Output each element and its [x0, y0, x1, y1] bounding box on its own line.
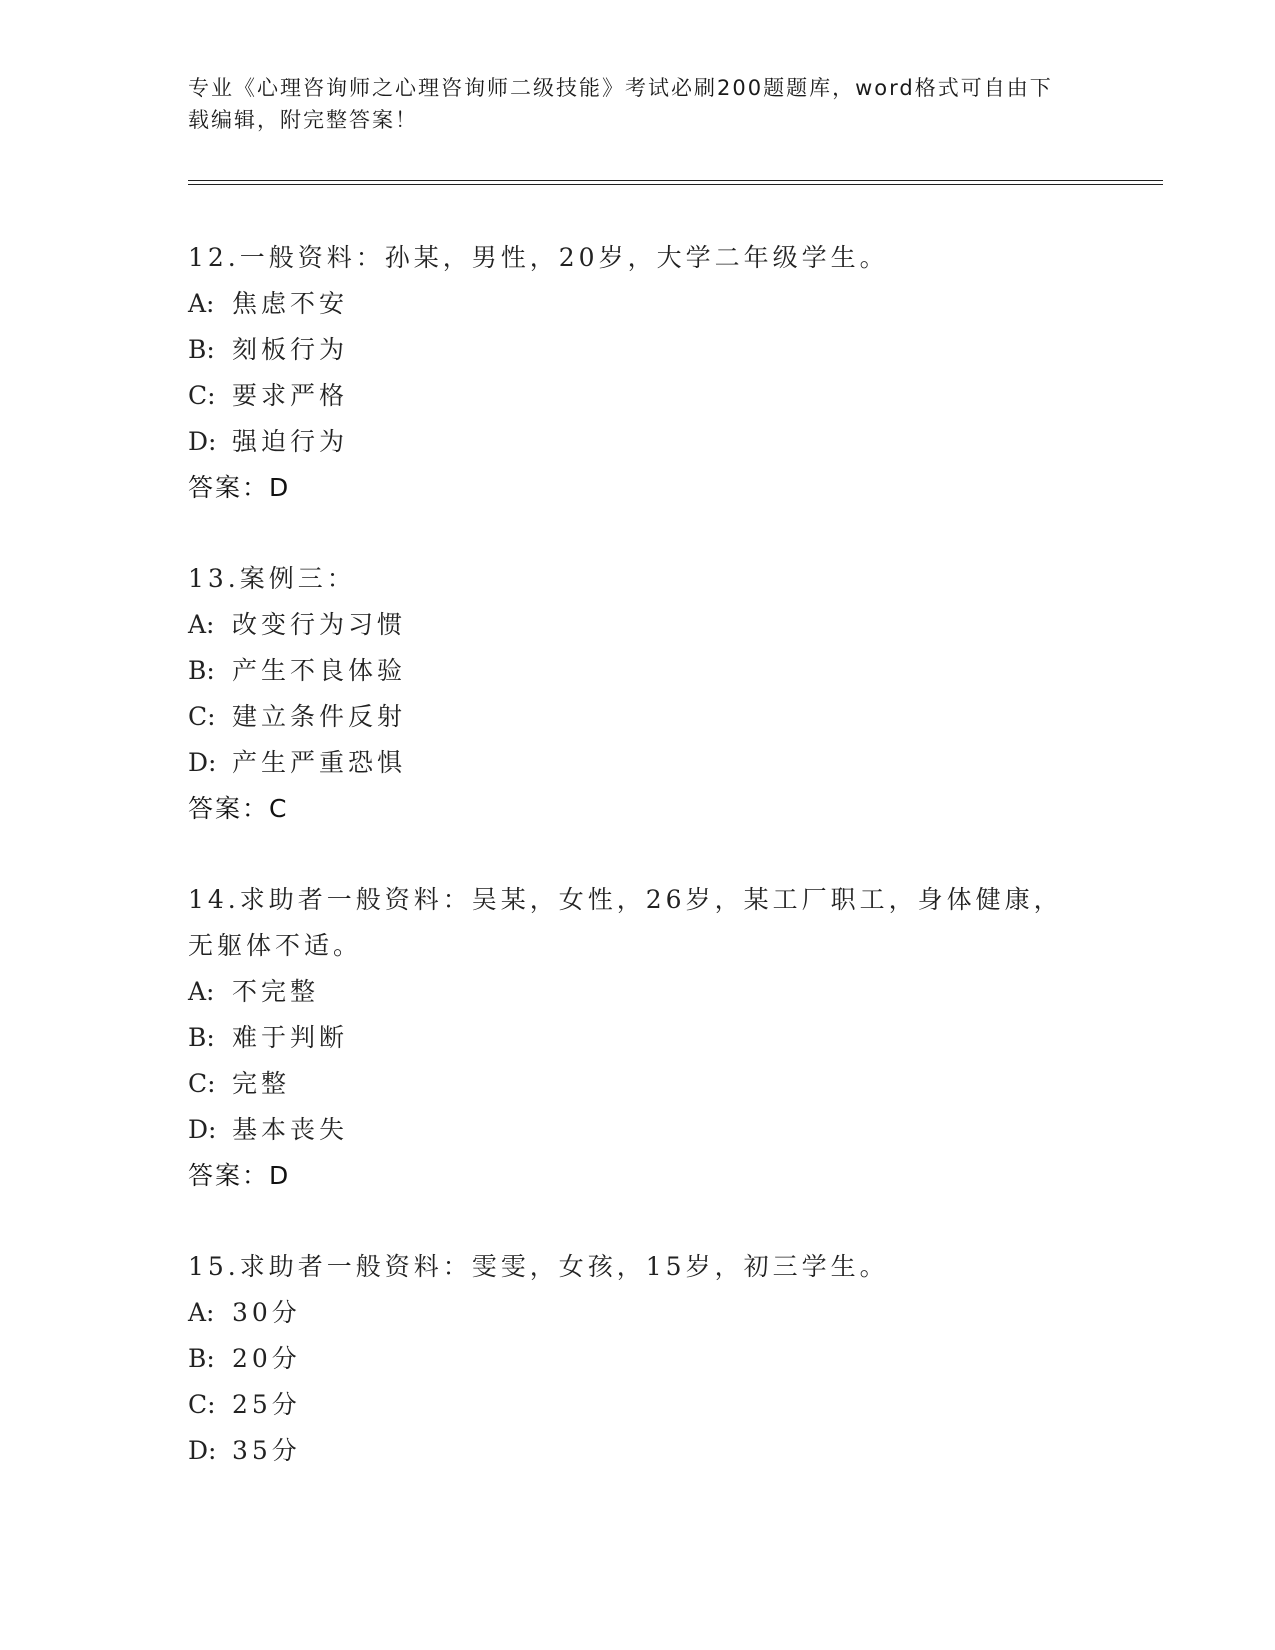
option-letter: C:	[188, 381, 216, 410]
option-c	[188, 694, 1088, 740]
option-text: 基本丧失	[232, 1115, 349, 1144]
answer-line: 答案：C	[188, 794, 289, 823]
question-stem: 12.一般资料：孙某，男性，20岁，大学二年级学生。	[188, 243, 889, 272]
question-stem: 14.求助者一般资料：吴某，女性，26岁，某工厂职工，身体健康，无躯体不适。	[188, 885, 1063, 960]
question-block	[188, 235, 1088, 511]
option-d	[188, 1428, 1088, 1474]
option-letter: B:	[188, 656, 215, 685]
option-letter: A:	[188, 1298, 215, 1327]
option-a	[188, 969, 1088, 1015]
option-letter: B:	[188, 1344, 215, 1373]
option-letter: D:	[188, 748, 217, 777]
option-text: 20分	[232, 1344, 301, 1373]
option-text: 35分	[232, 1436, 301, 1465]
header-divider-top	[188, 180, 1163, 181]
option-text: 产生严重恐惧	[232, 748, 407, 777]
question-block	[188, 1244, 1088, 1474]
option-text: 刻板行为	[232, 335, 349, 364]
question-block	[188, 877, 1088, 1199]
option-c	[188, 373, 1088, 419]
answer-line: 答案：D	[188, 473, 291, 502]
option-text: 要求严格	[232, 381, 349, 410]
option-d	[188, 419, 1088, 465]
document-header: 专业《心理咨询师之心理咨询师二级技能》考试必刷200题题库，word格式可自由下载编辑，附完整答案！	[188, 76, 1053, 132]
option-b	[188, 1015, 1088, 1061]
option-text: 不完整	[232, 977, 320, 1006]
option-c	[188, 1382, 1088, 1428]
option-b	[188, 327, 1088, 373]
option-text: 产生不良体验	[232, 656, 407, 685]
answer-line: 答案：D	[188, 1161, 291, 1190]
option-text: 强迫行为	[232, 427, 349, 456]
option-letter: B:	[188, 335, 215, 364]
option-letter: B:	[188, 1023, 215, 1052]
option-text: 改变行为习惯	[232, 610, 407, 639]
option-a	[188, 602, 1088, 648]
option-d	[188, 740, 1088, 786]
option-a	[188, 1290, 1088, 1336]
question-block	[188, 556, 1088, 832]
option-a	[188, 281, 1088, 327]
option-letter: A:	[188, 610, 215, 639]
option-b	[188, 648, 1088, 694]
header-divider-bottom	[188, 184, 1163, 185]
option-b	[188, 1336, 1088, 1382]
option-letter: A:	[188, 977, 215, 1006]
option-text: 焦虑不安	[232, 289, 349, 318]
option-d	[188, 1107, 1088, 1153]
option-letter: D:	[188, 1436, 217, 1465]
option-text: 25分	[232, 1390, 301, 1419]
option-letter: D:	[188, 1115, 217, 1144]
option-letter: C:	[188, 1069, 216, 1098]
option-letter: D:	[188, 427, 217, 456]
question-stem: 15.求助者一般资料：雯雯，女孩，15岁，初三学生。	[188, 1252, 889, 1281]
option-letter: A:	[188, 289, 215, 318]
option-c	[188, 1061, 1088, 1107]
option-text: 建立条件反射	[232, 702, 407, 731]
question-stem: 13.案例三：	[188, 564, 356, 593]
option-text: 完整	[232, 1069, 291, 1098]
option-letter: C:	[188, 702, 216, 731]
option-letter: C:	[188, 1390, 216, 1419]
option-text: 30分	[232, 1298, 301, 1327]
option-text: 难于判断	[232, 1023, 349, 1052]
